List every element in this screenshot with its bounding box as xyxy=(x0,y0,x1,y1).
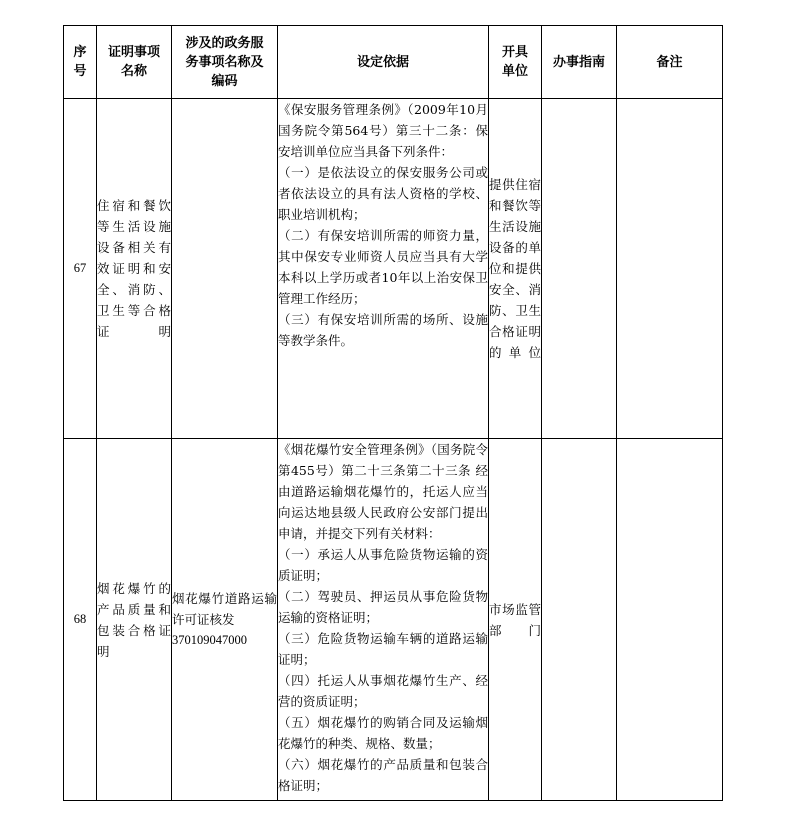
row-remark xyxy=(617,439,723,801)
basis-paragraph: 《保安服务管理条例》（2009年10月国务院令第564号）第三十二条：保安培训单位应当具备下列条件： xyxy=(278,102,488,159)
row-guide xyxy=(542,99,617,439)
basis-paragraph: （一）承运人从事危险货物运输的资质证明； xyxy=(278,547,488,583)
basis-paragraph: （一）是依法设立的保安服务公司或者依法设立的具有法人资格的学校、职业培训机构； xyxy=(278,165,488,222)
row-item-name: 住宿和餐饮等生活设施设备相关有效证明和安全、消防、卫生等合格证明 xyxy=(97,99,172,439)
basis-paragraph: （三）危险货物运输车辆的道路运输证明； xyxy=(278,631,488,667)
basis-paragraph: （六）烟花爆竹的产品质量和包装合格证明； xyxy=(278,757,488,793)
table-row-68 xyxy=(64,439,723,801)
row-issuer: 市场监管部门 xyxy=(489,439,542,801)
header-seq: 序号 xyxy=(64,26,97,99)
header-remark: 备注 xyxy=(617,26,723,99)
header-item: 证明事项名称 xyxy=(97,26,172,99)
header-row xyxy=(64,26,723,99)
row-service xyxy=(172,99,278,439)
row-service xyxy=(172,439,278,801)
row-seq: 67 xyxy=(64,99,97,439)
header-issuer: 开具单位 xyxy=(489,26,542,99)
service-code: 370109047000 xyxy=(172,633,247,647)
header-basis: 设定依据 xyxy=(278,26,489,99)
header-guide: 办事指南 xyxy=(542,26,617,99)
row-issuer: 提供住宿和餐饮等生活设施设备的单位和提供安全、消防、卫生合格证明的单位 xyxy=(489,99,542,439)
row-basis xyxy=(278,99,489,439)
row-basis xyxy=(278,439,489,801)
basis-paragraph: （二）驾驶员、押运员从事危险货物运输的资格证明； xyxy=(278,589,488,625)
header-service: 涉及的政务服务事项名称及编码 xyxy=(172,26,278,99)
table-row-67 xyxy=(64,99,723,439)
certification-table xyxy=(63,25,723,801)
service-name: 烟花爆竹道路运输许可证核发 xyxy=(172,591,277,627)
row-remark xyxy=(617,99,723,439)
basis-paragraph: （三）有保安培训所需的场所、设施等教学条件。 xyxy=(278,312,488,348)
basis-paragraph: 《烟花爆竹安全管理条例》（国务院令第455号）第二十三条第二十三条 经由道路运输烟花爆竹的，托运人应当向运达地县级人民政府公安部门提出申请，并提交下列有关材料： xyxy=(278,442,488,541)
basis-paragraph: （四）托运人从事烟花爆竹生产、经营的资质证明； xyxy=(278,673,488,709)
row-seq: 68 xyxy=(64,439,97,801)
basis-paragraph: （五）烟花爆竹的购销合同及运输烟花爆竹的种类、规格、数量； xyxy=(278,715,488,751)
row-item-name: 烟花爆竹的产品质量和包装合格证明 xyxy=(97,439,172,801)
row-guide xyxy=(542,439,617,801)
basis-paragraph: （二）有保安培训所需的师资力量，其中保安专业师资人员应当具有大学本科以上学历或者10年以上治安保卫管理工作经历； xyxy=(278,228,488,306)
